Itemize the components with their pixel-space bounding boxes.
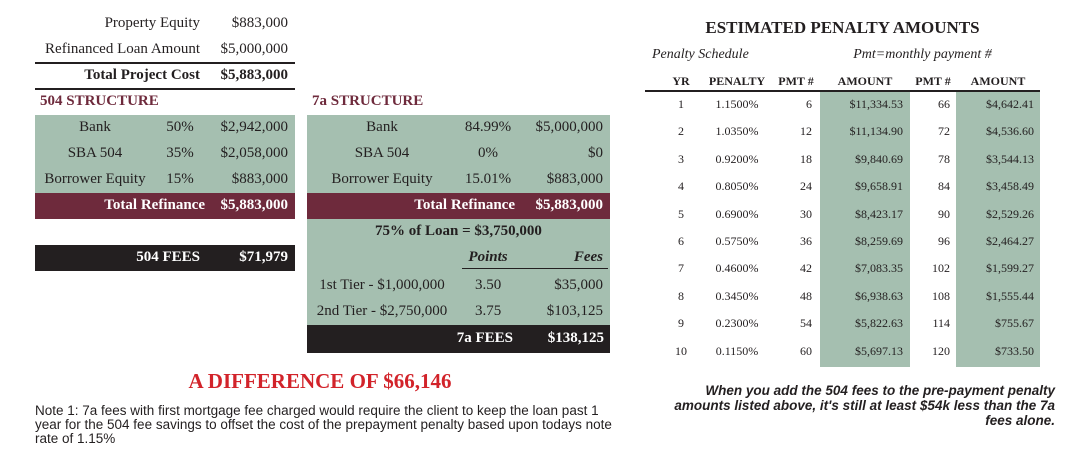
- row-amount-2: $1,599.27: [986, 261, 1034, 276]
- header-divider: [645, 90, 1040, 92]
- row-amount-1: $8,259.69: [855, 234, 903, 248]
- row-amount-2: $1,555.44: [986, 288, 1034, 303]
- header-pmt-1: PMT #: [778, 74, 814, 88]
- row-amount-1: $9,658.91: [855, 179, 903, 194]
- row-pct: 15%: [166, 171, 194, 187]
- row-pmt-1: 30: [800, 206, 812, 221]
- row-amount-2: $2,529.26: [986, 206, 1034, 221]
- header-amount-2: AMOUNT: [970, 74, 1026, 88]
- row-name: Bank: [366, 119, 398, 135]
- row-pmt-1: 6: [806, 97, 812, 111]
- tier-points: 3.50: [475, 277, 502, 293]
- fees-504-label: 504 FEES: [136, 249, 200, 265]
- total-refinance-bar: [35, 193, 295, 219]
- row-yr: 1: [678, 97, 684, 111]
- row-name: Bank: [79, 119, 111, 135]
- row-penalty: 0.4600%: [715, 261, 759, 276]
- total-refinance-bar: [307, 193, 610, 219]
- row-amount-1: $7,083.35: [855, 261, 903, 276]
- fees-504-bar: [35, 245, 295, 271]
- row-pmt-2: 84: [938, 179, 950, 194]
- row-penalty: 0.9200%: [715, 151, 759, 166]
- fees-header: Fees: [573, 249, 603, 265]
- row-amount: $883,000: [546, 171, 603, 187]
- difference-heading: A DIFFERENCE OF $66,146: [188, 369, 452, 393]
- row-amount-1: $9,840.69: [855, 151, 903, 166]
- row-pmt-2: 114: [932, 316, 950, 331]
- row-pmt-2: 102: [932, 261, 950, 276]
- row-pmt-2: 120: [932, 343, 950, 358]
- row-pmt-1: 12: [800, 124, 812, 139]
- row-penalty: 1.1500%: [715, 97, 759, 111]
- refinanced-loan-label: Refinanced Loan Amount: [45, 41, 200, 57]
- row-pmt-1: 54: [800, 316, 812, 331]
- row-amount: $2,942,000: [220, 119, 288, 135]
- header-underline: [462, 268, 608, 269]
- row-amount-2: $4,536.60: [986, 124, 1034, 139]
- row-pct: 50%: [166, 119, 194, 135]
- row-pmt-2: 96: [938, 234, 950, 248]
- row-pmt-1: 42: [800, 261, 812, 276]
- row-yr: 9: [678, 316, 684, 331]
- points-header: Points: [468, 249, 508, 265]
- tier-name: 1st Tier - $1,000,000: [319, 277, 445, 293]
- row-yr: 5: [678, 206, 684, 221]
- row-yr: 7: [678, 261, 684, 276]
- total-project-label: Total Project Cost: [84, 67, 200, 83]
- row-pmt-2: 66: [938, 97, 950, 111]
- row-amount-1: $5,697.13: [855, 343, 903, 358]
- row-pmt-2: 90: [938, 206, 950, 221]
- header-amount-1: AMOUNT: [837, 74, 893, 88]
- header-penalty: PENALTY: [708, 74, 766, 88]
- row-name: SBA 504: [354, 145, 410, 161]
- row-yr: 3: [678, 151, 684, 166]
- row-pct: 84.99%: [464, 119, 512, 135]
- row-penalty: 0.3450%: [715, 288, 759, 303]
- row-amount-2: $3,458.49: [986, 179, 1034, 194]
- fees-7a-bar: [307, 325, 610, 353]
- tier-name: 2nd Tier - $2,750,000: [316, 303, 448, 319]
- row-name: SBA 504: [67, 145, 123, 161]
- row-pct: 15.01%: [464, 171, 512, 187]
- loan-line: 75% of Loan = $3,750,000: [375, 223, 542, 239]
- row-penalty: 0.6900%: [715, 206, 759, 221]
- row-pmt-2: 108: [932, 288, 950, 303]
- penalty-schedule-label: Penalty Schedule: [652, 47, 749, 62]
- row-amount-2: $755.67: [995, 316, 1034, 331]
- row-pmt-1: 18: [800, 151, 812, 166]
- penalty-title: ESTIMATED PENALTY AMOUNTS: [705, 18, 980, 37]
- row-penalty: 0.5750%: [715, 234, 759, 248]
- row-pmt-1: 48: [800, 288, 812, 303]
- row-pmt-2: 78: [938, 151, 950, 166]
- row-yr: 10: [675, 343, 687, 358]
- refinanced-loan-value: $5,000,000: [220, 41, 288, 57]
- fees-7a-value: $138,125: [547, 330, 604, 346]
- structure-7a-title: 7a STRUCTURE: [312, 93, 424, 109]
- row-pmt-1: 36: [800, 234, 812, 248]
- row-amount: $2,058,000: [220, 145, 288, 161]
- row-amount-1: $5,822.63: [855, 316, 903, 331]
- property-equity-label: Property Equity: [104, 15, 200, 31]
- row-pct: 0%: [478, 145, 498, 161]
- row-yr: 2: [678, 124, 684, 139]
- row-yr: 4: [678, 179, 684, 194]
- row-pmt-1: 24: [800, 179, 812, 194]
- row-pmt-1: 60: [800, 343, 812, 358]
- tier-points: 3.75: [475, 303, 502, 319]
- row-penalty: 0.2300%: [715, 316, 759, 331]
- row-amount-2: $4,642.41: [986, 97, 1034, 111]
- row-penalty: 1.0350%: [715, 124, 759, 139]
- row-penalty: 0.8050%: [715, 179, 759, 194]
- row-amount-2: $733.50: [995, 343, 1034, 358]
- row-amount: $0: [588, 145, 603, 161]
- row-pct: 35%: [166, 145, 194, 161]
- row-amount-1: $6,938.63: [855, 288, 903, 303]
- row-pmt-2: 72: [938, 124, 950, 139]
- total-project-value: $5,883,000: [220, 67, 288, 83]
- tier-fees: $35,000: [554, 277, 603, 293]
- row-yr: 8: [678, 288, 684, 303]
- pmt-label: Pmt=monthly payment #: [853, 47, 992, 62]
- header-pmt-2: PMT #: [915, 74, 951, 88]
- row-amount-2: $3,544.13: [986, 151, 1034, 166]
- row-amount: $5,000,000: [535, 119, 603, 135]
- row-penalty: 0.1150%: [715, 343, 759, 358]
- header-yr: YR: [672, 74, 690, 88]
- row-amount-2: $2,464.27: [986, 234, 1034, 248]
- divider: [35, 88, 295, 90]
- total-refinance-label: Total Refinance: [104, 197, 205, 213]
- row-name: Borrower Equity: [44, 171, 146, 187]
- fees-7a-label: 7a FEES: [456, 330, 513, 346]
- row-amount-1: $11,134.90: [849, 124, 903, 139]
- total-refinance-value: $5,883,000: [535, 197, 603, 213]
- penalty-caption: When you add the 504 fees to the pre-payment penalty amounts listed above, it's still at least $54k less than the 7a fees alone.: [674, 383, 1055, 428]
- row-yr: 6: [678, 234, 684, 248]
- note-text: Note 1: 7a fees with first mortgage fee charged would require the client to keep the loan past 1 year for the 504 fee savings to offset the cost of the prepayment penalty based upon todays note rate of 1.15%: [35, 403, 612, 446]
- divider: [35, 62, 295, 64]
- fees-504-value: $71,979: [239, 249, 288, 265]
- total-refinance-label: Total Refinance: [414, 197, 515, 213]
- row-name: Borrower Equity: [331, 171, 433, 187]
- row-amount-1: $8,423.17: [855, 206, 903, 221]
- row-amount-1: $11,334.53: [849, 97, 903, 111]
- structure-504-title: 504 STRUCTURE: [40, 93, 159, 109]
- total-refinance-value: $5,883,000: [220, 197, 288, 213]
- property-equity-value: $883,000: [231, 15, 288, 31]
- tier-fees: $103,125: [546, 303, 603, 319]
- row-amount: $883,000: [231, 171, 288, 187]
